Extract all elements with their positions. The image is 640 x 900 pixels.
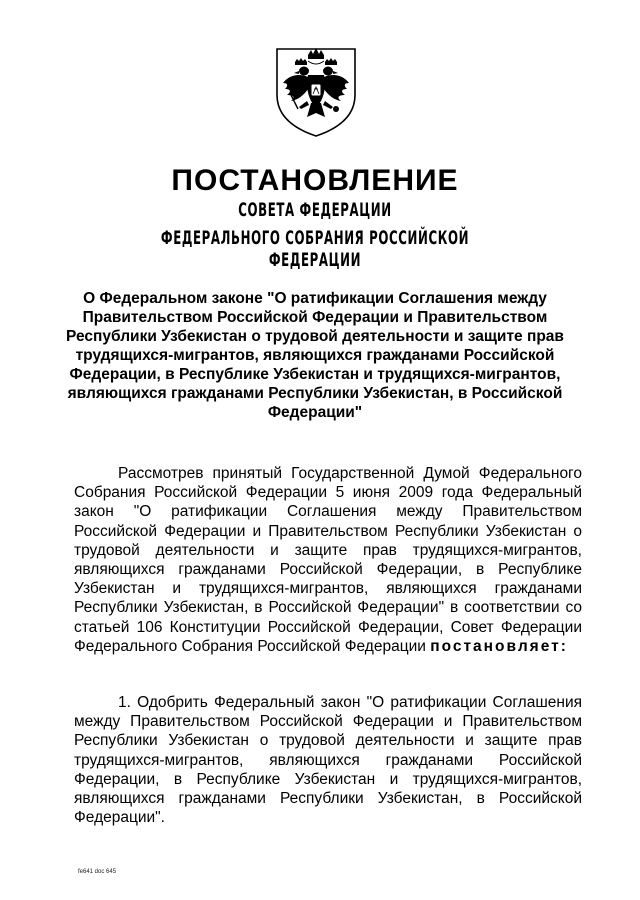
file-code: fe641 doc 645: [78, 869, 117, 875]
decree-word: постановляет:: [430, 637, 568, 655]
preamble-text: Рассмотрев принятый Государственной Думой Федерального Собрания Российской Федерации 5 июня 2009 года Федеральный закон "О ратификации Соглашения между Правительством Российской Федерации и Правительством Республики Узбекистан о трудовой деятельности и защите прав трудящихся-мигрантов, являющихся гражданами Российской Федерации, в Республике Узбекистан и трудящихся-мигрантов, являющихся гражданами Республики Узбекистан, в Российской Федерации" в соответствии со статьей 106 Конституции Российской Федерации, Совет Федерации Федерального Собрания Российской Федерации: [74, 465, 582, 655]
clause-1-paragraph: 1. Одобрить Федеральный закон "О ратификации Соглашения между Правительством Российской Федерации и Правительством Республики Узбекистан о трудовой деятельности и защите прав трудящихся-мигрантов, являющихся гражданами Российской Федерации, в Республике Узбекистан и трудящихся-мигрантов, являющихся гражданами Республики Узбекистан, в Российской Федерации".: [74, 694, 582, 827]
issuer-line-2: ФЕДЕРАЛЬНОГО СОБРАНИЯ РОССИЙСКОЙ ФЕДЕРАЦИИ: [160, 227, 470, 271]
document-title: ПОСТАНОВЛЕНИЕ: [171, 164, 459, 197]
emblem: [271, 43, 361, 139]
resolution-subject: О Федеральном законе "О ратификации Соглашения между Правительством Российской Федерации и Правительством Республики Узбекистан о трудовой деятельности и защите прав трудящихся-мигрантов, являющихся гражданами Российской Федерации, в Республике Узбекистан и трудящихся-мигрантов, являющихся гражданами Республики Узбекистан, в Российской Федерации": [66, 290, 564, 421]
preamble-paragraph: [74, 464, 582, 656]
issuer-line-1: СОВЕТА ФЕДЕРАЦИИ: [238, 199, 392, 221]
russian-coat-of-arms-icon: [271, 43, 361, 139]
